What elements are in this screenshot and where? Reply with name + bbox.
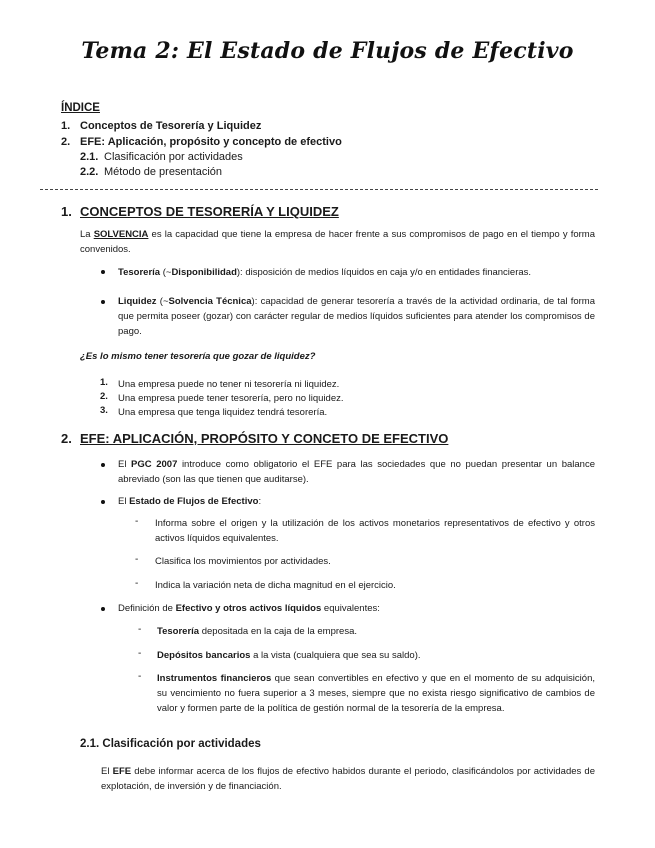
text-run: ): disposición de medios líquidos en caja y/o en entidades financieras. xyxy=(236,267,532,278)
text-run: El xyxy=(118,459,132,470)
question-text: ¿Es lo mismo tener tesorería que gozar de liquidez? xyxy=(80,351,316,362)
dashed-divider xyxy=(40,189,598,190)
efe-subitem: Informa sobre el origen y la utilización de los activos monetarios representativos de efectivo y otros activos líquidos equivalentes. xyxy=(155,518,595,544)
term: Tesorería xyxy=(118,267,161,278)
term: Depósitos bancarios xyxy=(157,650,251,661)
list-number: 1. xyxy=(100,377,108,388)
term: Instrumentos financieros xyxy=(157,673,272,684)
bullet-liquidez xyxy=(118,294,595,339)
text-run: : xyxy=(258,496,262,507)
bullet-icon xyxy=(101,300,105,304)
text-run: La xyxy=(80,229,94,240)
section-number: 2.1. xyxy=(80,738,100,750)
text-run: (~ xyxy=(160,267,172,278)
text-run: es la capacidad que tiene la empresa de hacer frente a sus compromisos de pago en el tiempo y forma convenidos. xyxy=(80,229,595,255)
text-run: que sean convertibles en efectivo y que en el momento de su adquisición, su vencimiento no fuera superior a 3 meses, siempre que no exista riesgo significativo de cambios de valor y formen parte de la política de gestión normal de la tesorería de la empresa. xyxy=(157,673,595,714)
text-run: Definición de xyxy=(118,603,176,614)
text-run: (~ xyxy=(156,296,169,307)
section-title: EFE: APLICACIÓN, PROPÓSITO Y CONCETO DE EFECTIVO xyxy=(80,431,449,446)
term: PGC 2007 xyxy=(131,459,178,470)
section-1-heading xyxy=(61,204,581,222)
list-number: 3. xyxy=(100,405,108,416)
index-item-number: 1. xyxy=(61,120,71,132)
bullet-icon xyxy=(101,500,105,504)
solvencia-paragraph xyxy=(80,227,595,257)
solvencia-term: SOLVENCIA xyxy=(93,229,149,240)
term: Solvencia Técnica xyxy=(168,296,252,307)
answer-item: Una empresa puede tener tesorería, pero no liquidez. xyxy=(118,393,344,404)
section-number: 2. xyxy=(61,431,72,446)
bullet-definicion xyxy=(118,601,595,616)
dash-icon: - xyxy=(138,671,142,682)
term: Disponibilidad xyxy=(171,267,237,278)
section-number: 1. xyxy=(61,204,72,219)
section-2-heading xyxy=(61,431,601,449)
dash-icon: - xyxy=(138,624,142,635)
dash-icon: - xyxy=(135,516,139,527)
text-run: depositada en la caja de la empresa. xyxy=(199,626,357,637)
clasificacion-paragraph xyxy=(101,764,595,794)
text-run: El xyxy=(101,766,113,777)
efe-subitem: Clasifica los movimientos por actividades. xyxy=(155,556,331,567)
term: EFE xyxy=(112,766,132,777)
term: Efectivo y otros activos líquidos xyxy=(175,603,322,614)
index-item-label: Conceptos de Tesorería y Liquidez xyxy=(80,120,262,132)
section-2-1-heading xyxy=(80,738,580,750)
term: Tesorería xyxy=(157,626,200,637)
bullet-tesoreria xyxy=(118,265,595,280)
text-run: equivalentes: xyxy=(321,603,380,614)
answer-item: Una empresa que tenga liquidez tendrá tesorería. xyxy=(118,407,328,418)
bullet-pgc xyxy=(118,457,595,487)
term: Liquidez xyxy=(118,296,157,307)
text-run: a la vista (cualquiera que sea su saldo). xyxy=(250,650,421,661)
efectivo-subitem xyxy=(157,648,595,663)
text-run: El xyxy=(118,496,130,507)
text-run: ): capacidad de generar tesorería a través de la actividad ordinaria, de tal forma que permita poseer (gozar) con carácter regular de medios líquidos suficientes para atender los compromisos de pago. xyxy=(118,296,596,337)
index-heading: ÍNDICE xyxy=(61,102,100,114)
index-item-number: 2.1. xyxy=(80,151,99,163)
term: Estado de Flujos de Efectivo xyxy=(129,496,259,507)
section-title: CONCEPTOS DE TESORERÍA Y LIQUIDEZ xyxy=(80,204,339,219)
bullet-icon xyxy=(101,463,105,467)
section-title: Clasificación por actividades xyxy=(102,738,261,750)
efectivo-subitem xyxy=(157,671,595,716)
dash-icon: - xyxy=(135,578,139,589)
bullet-efe xyxy=(118,494,595,509)
bullet-icon xyxy=(101,270,105,274)
dash-icon: - xyxy=(138,648,142,659)
efectivo-subitem xyxy=(157,624,595,639)
efe-subitem: Indica la variación neta de dicha magnitud en el ejercicio. xyxy=(155,580,396,591)
answer-item: Una empresa puede no tener ni tesorería ni liquidez. xyxy=(118,379,340,390)
index-item-label: EFE: Aplicación, propósito y concepto de efectivo xyxy=(80,136,342,148)
text-run: introduce como obligatorio el EFE para las sociedades que no puedan presentar un balance abreviado (son las que tienen que auditarse). xyxy=(118,459,595,485)
index-item-label: Método de presentación xyxy=(104,166,223,178)
list-number: 2. xyxy=(100,391,108,402)
document-title: Tema 2: El Estado de Flujos de Efectivo xyxy=(81,38,574,64)
index-item-number: 2. xyxy=(61,136,71,148)
index-item-number: 2.2. xyxy=(80,166,99,178)
bullet-icon xyxy=(101,607,105,611)
dash-icon: - xyxy=(135,554,139,565)
text-run: debe informar acerca de los flujos de efectivo habidos durante el periodo, clasificándolos por actividades de explotación, de inversión y de financiación. xyxy=(101,766,596,792)
index-item-label: Clasificación por actividades xyxy=(104,151,243,163)
